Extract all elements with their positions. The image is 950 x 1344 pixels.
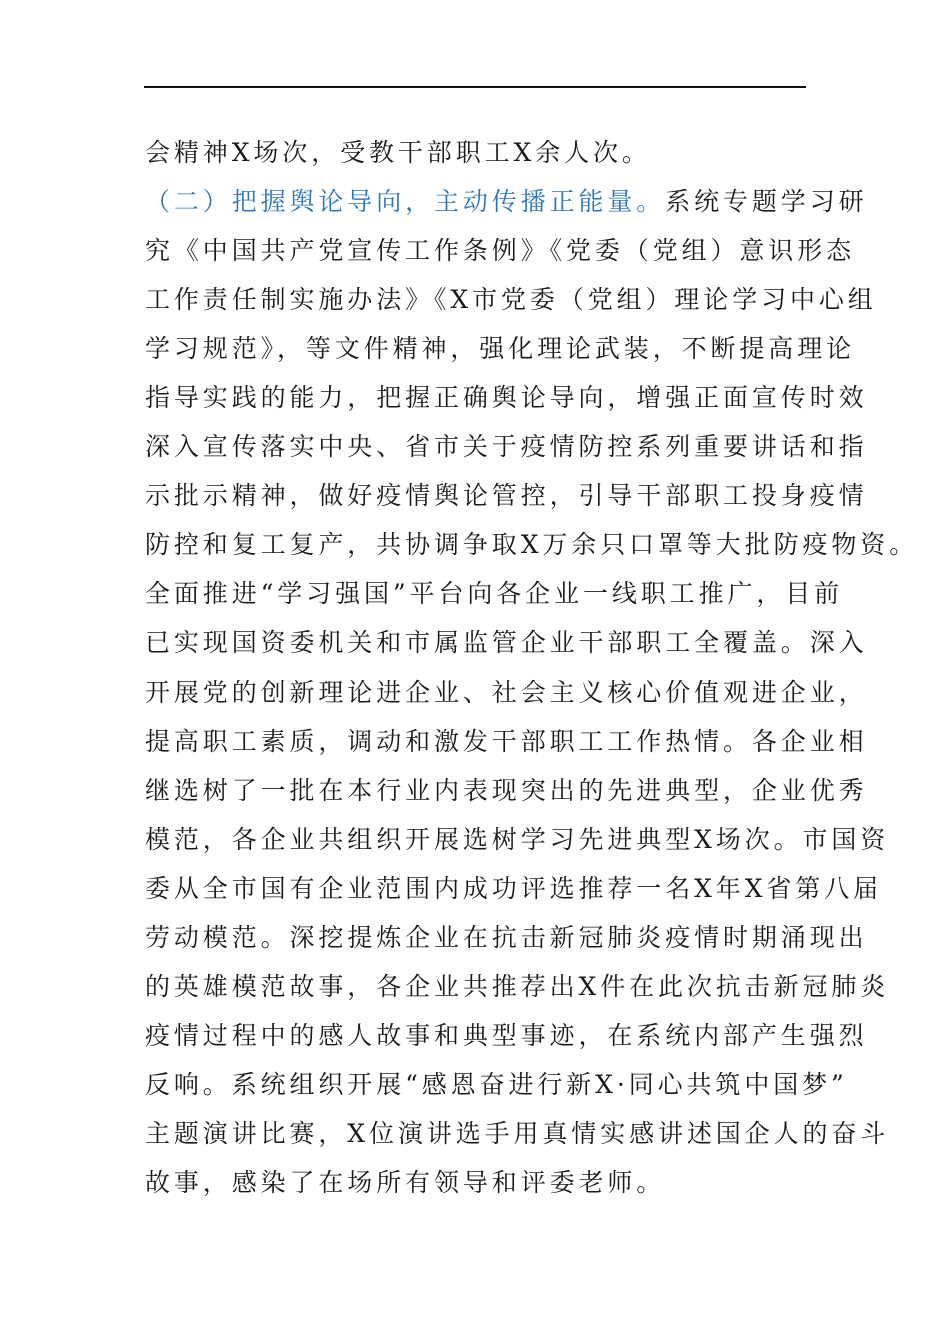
body-line-9: 防控和复工复产，共协调争取X万余只口罩等大批防疫物资。 [145,530,919,560]
section-heading: （二）把握舆论导向，主动传播正能量。 [145,187,666,217]
body-line-18: 的英雄模范故事，各企业共推荐出X件在此次抗击新冠肺炎 [145,971,890,1001]
body-line-15: 模范，各企业共组织开展选树学习先进典型X场次。市国资 [145,824,890,854]
body-line-10: 全面推进“学习强国”平台向各企业一线职工推广，目前 [145,579,844,609]
body-line-14: 继选树了一批在本行业内表现突出的先进典型，企业优秀 [145,775,868,805]
body-line-8: 示批示精神，做好疫情舆论管控，引导干部职工投身疫情 [145,481,868,511]
body-line-13: 提高职工素质，调动和激发干部职工工作热情。各企业相 [145,726,868,756]
body-line-12: 开展党的创新理论进企业、社会主义核心价值观进企业， [145,677,868,707]
body-line-1: 会精神X场次，受教干部职工X余人次。 [145,138,651,167]
body-line-19: 疫情过程中的感人故事和典型事迹，在系统内部产生强烈 [145,1020,868,1050]
body-line-22: 故事，感染了在场所有领导和评委老师。 [145,1167,666,1197]
body-line-4: 工作责任制实施办法》《X市党委（党组）理论学习中心组 [145,285,877,315]
body-line-17: 劳动模范。深挖提炼企业在抗击新冠肺炎疫情时期涌现出 [145,922,868,952]
body-line-20: 反响。系统组织开展“感恩奋进行新X·同心共筑中国梦” [145,1069,848,1099]
body-line-16: 委从全市国有企业范围内成功评选推荐一名X年X省第八届 [145,873,882,903]
body-text [145,128,919,1207]
body-line-21: 主题演讲比赛，X位演讲选手用真情实感讲述国企人的奋斗 [145,1118,890,1148]
header-rule [144,86,806,88]
body-line-3: 究《中国共产党宣传工作条例》《党委（党组）意识形态 [145,236,856,266]
body-line-2 [145,177,868,226]
body-line-11: 已实现国资委机关和市属监管企业干部职工全覆盖。深入 [145,628,868,658]
body-line-7: 深入宣传落实中央、省市关于疫情防控系列重要讲话和指 [145,432,868,462]
body-line-6: 指导实践的能力，把握正确舆论导向，增强正面宣传时效 [145,383,868,413]
body-line-5: 学习规范》，等文件精神，强化理论武装，不断提高理论 [145,334,856,364]
body-line-2-text: 系统专题学习研 [665,187,868,217]
